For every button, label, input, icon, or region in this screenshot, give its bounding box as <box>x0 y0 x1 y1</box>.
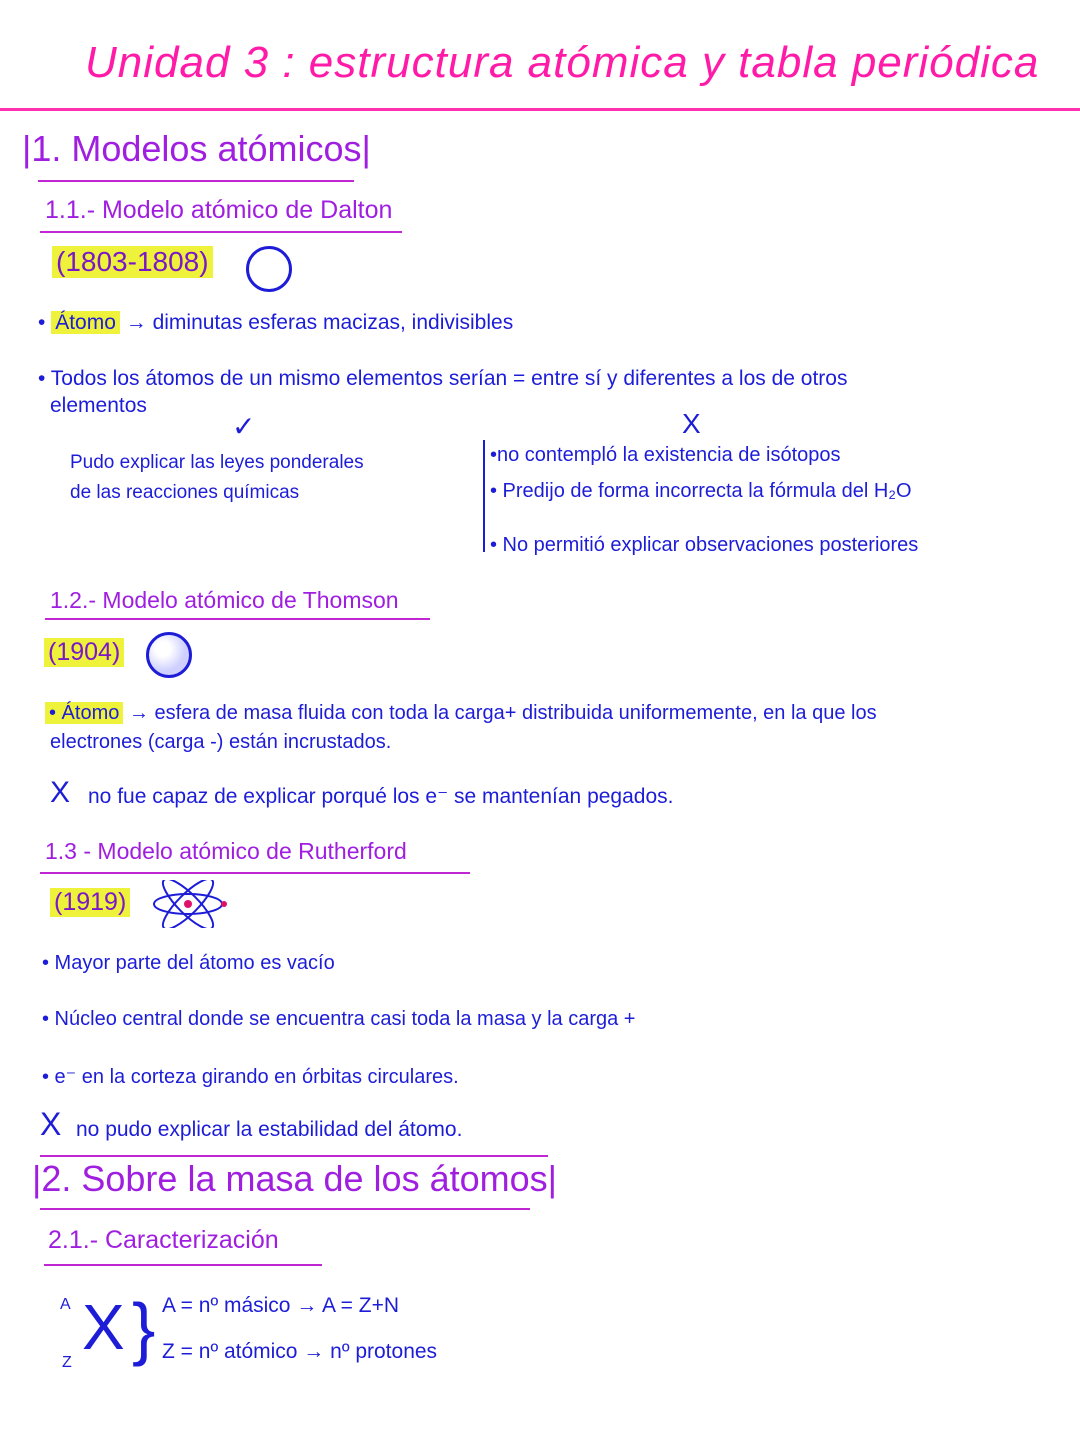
dalton-point-2-cont: elementos <box>50 394 147 417</box>
atom-label: Átomo <box>51 311 120 334</box>
divider <box>40 1155 548 1157</box>
atom-orbit-icon <box>150 880 230 928</box>
dalton-heading: 1.1.- Modelo atómico de Dalton <box>45 196 393 224</box>
rutherford-point: • e⁻ en la corteza girando en órbitas circulares. <box>42 1066 459 1088</box>
page-title: Unidad 3 : estructura atómica y tabla periódica <box>85 38 1040 87</box>
divider <box>45 618 430 620</box>
divider <box>40 1208 530 1210</box>
caracterizacion-heading: 2.1.- Caracterización <box>48 1226 279 1254</box>
atom-text: → esfera de masa fluida con toda la carga+ distribuida uniformemente, en la que los <box>128 702 877 724</box>
cross-icon: X <box>50 776 71 809</box>
mass-number-superscript: A <box>60 1296 71 1313</box>
thomson-atom-text-cont: electrones (carga -) están incrustados. <box>50 731 392 753</box>
rutherford-years: (1919) <box>50 888 130 917</box>
con-item: • Predijo de forma incorrecta la fórmula del H₂O <box>490 480 912 502</box>
section-1-heading: |1. Modelos atómicos| <box>22 128 371 169</box>
element-symbol: X <box>82 1291 125 1363</box>
check-icon: ✓ <box>232 411 256 442</box>
solid-sphere-icon <box>246 246 292 292</box>
title-underline <box>0 108 1080 111</box>
dalton-years: (1803-1808) <box>52 246 213 278</box>
mass-number-line: A = nº másico → A = Z+N <box>162 1294 400 1317</box>
thomson-con: no fue capaz de explicar porqué los e⁻ se mantenían pegados. <box>88 785 674 808</box>
brace: } <box>132 1289 156 1367</box>
divider <box>38 180 354 182</box>
rutherford-point: • Mayor parte del átomo es vacío <box>42 952 335 974</box>
rutherford-con: no pudo explicar la estabilidad del átomo. <box>76 1118 463 1141</box>
atomic-number-line: Z = nº atómico → nº protones <box>162 1340 438 1363</box>
atom-label: • Átomo <box>45 702 123 724</box>
divider <box>40 872 470 874</box>
dalton-atom-point: • Átomo → diminutas esferas macizas, indivisibles <box>38 311 514 334</box>
plum-pudding-icon <box>146 632 192 678</box>
thomson-years: (1904) <box>44 638 124 667</box>
divider <box>40 231 402 233</box>
thomson-atom-point <box>45 702 877 725</box>
pros-line-1: Pudo explicar las leyes ponderales <box>70 452 364 473</box>
dalton-point-2: • Todos los átomos de un mismo elementos serían = entre sí y diferentes a los de otros <box>38 367 848 390</box>
pros-line-2: de las reacciones químicas <box>70 482 300 503</box>
thomson-heading: 1.2.- Modelo atómico de Thomson <box>50 587 399 613</box>
con-item: •no contempló la existencia de isótopos <box>490 444 841 466</box>
rutherford-point: • Núcleo central donde se encuentra casi toda la masa y la carga + <box>42 1008 636 1030</box>
atomic-number-subscript: Z <box>62 1354 72 1371</box>
column-divider <box>483 440 485 552</box>
cross-icon: X <box>40 1106 62 1142</box>
divider <box>44 1264 322 1266</box>
atom-text: → diminutas esferas macizas, indivisibles <box>125 311 514 334</box>
con-item: • No permitió explicar observaciones posteriores <box>490 534 919 556</box>
rutherford-heading: 1.3 - Modelo atómico de Rutherford <box>45 838 407 864</box>
section-2-heading: |2. Sobre la masa de los átomos| <box>32 1158 557 1199</box>
cross-icon: X <box>682 408 701 439</box>
